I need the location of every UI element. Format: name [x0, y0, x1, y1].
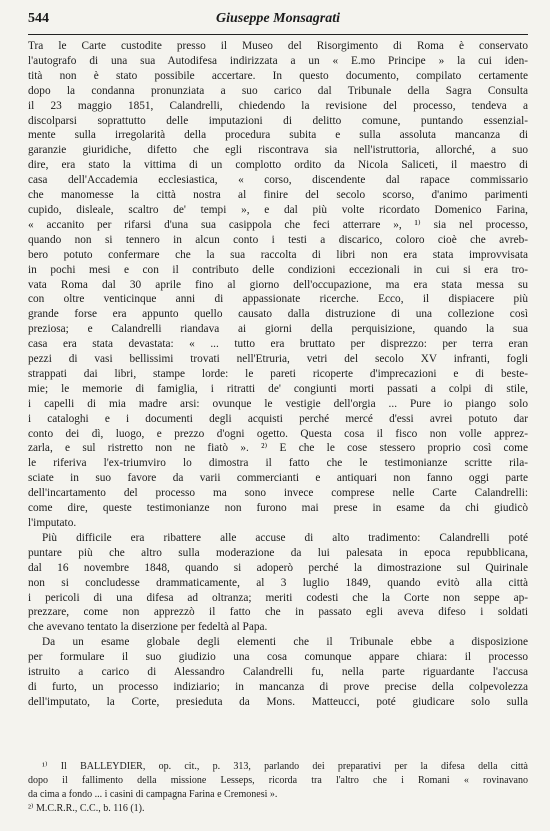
body-line: tità non è stato possibile accertare. In questo documento, compilato certamente — [28, 69, 528, 82]
body-line: dal 16 novembre 1848, quando si adoperò perché la dimostrazione sul Quirinale — [28, 561, 528, 574]
body-line: « accanito per rifarsi d'una sua casippola che feci atterrare », ¹⁾ sia nel processo, — [28, 218, 528, 231]
body-line: il 23 maggio 1851, Calandrelli, chiedendo la revisione del processo, tendeva a — [28, 99, 528, 112]
footnote-line: dopo il fallimento della missione Lesseps, ricorda tra l'altro che i Romani « rovinavano — [28, 775, 528, 786]
body-line: che manomesse la città nostra al finire del secolo scorso, d'animo parimenti — [28, 189, 528, 202]
body-text — [28, 39, 528, 710]
body-line: preziosa; e Calandrelli riandava ai giorni della perquisizione, quando la sua — [28, 323, 528, 336]
body-line: conto dei dì, luogo, e prezzo d'ogni ogetto. Questa cosa il fisco non volle apprez- — [28, 427, 528, 440]
body-line: con oltre venticinque anni di appassionate ricerche. Ecco, il dispiacere più — [28, 293, 528, 306]
body-line: quando non si tennero in alcun conto i testi a discarico, coloro cioè che avreb- — [28, 233, 528, 246]
body-line: cupido, disleale, scaltro de' tempi », e dal più volte ricordato Domenico Farina, — [28, 203, 528, 216]
body-line: prezzare, come non apprezzò il fatto che in passato egli aveva difeso i soldati — [28, 606, 528, 619]
body-line: casa era stata devastata: « ... tutto era bruttato per disprezzo: per terra eran — [28, 338, 528, 351]
body-line: strappati dai libri, stampe lorde: le pareti ricoperte d'imprecazioni e di beste- — [28, 367, 528, 380]
body-line: Da un esame globale degli elementi che il Tribunale ebbe a disposizione — [42, 636, 528, 649]
body-line: casa dell'Accademia ecclesiastica, « corso, discendente dal rapace commissario — [28, 174, 528, 187]
body-line: Tra le Carte custodite presso il Museo del Risorgimento di Roma è conservato — [28, 40, 528, 52]
body-line: sciate in suo favore da varii commercianti e antiquari non fanno oggi parte — [28, 472, 528, 485]
footnote-line: da cima a fondo ... i casini di campagna Farina e Cremonesi ». — [28, 789, 278, 800]
body-line: per formulare il suo giudizio una cosa comunque appare chiara: il processo — [28, 651, 528, 664]
body-line: dire, era stato la vittima di un complotto ordito da Nicola Saliceti, il maestro di — [28, 159, 528, 172]
page-number: 544 — [28, 11, 49, 26]
footnote-line: ²⁾ M.C.R.R., C.C., b. 116 (1). — [28, 803, 145, 814]
body-line: l'imputato. — [28, 517, 77, 529]
body-line: garanzie giuridiche, difetto che egli riscontrava sia nell'istruttoria, allorché, a suo — [28, 144, 528, 157]
body-line: non si concludesse drammaticamente, al 3 luglio 1849, quando evitò alla città — [28, 576, 528, 589]
body-line: mie; le memorie di famiglia, i ritratti de' congiunti morti passati a colpi di stile, — [28, 382, 528, 395]
body-line: Più difficile era ribattere alle accuse di alto tradimento: Calandrelli poté — [42, 531, 528, 544]
body-line: discolparsi soprattutto delle imputazioni di delitto comune, puntando essenzial- — [28, 114, 528, 127]
body-line: vata Roma dal 30 aprile fino al giorno dell'occupazione, ma era stata messa su — [28, 278, 528, 291]
body-line: i capelli di mia madre arsi: ovunque le vestigie dell'orgia ... Pure io piango solo — [28, 397, 528, 410]
body-line: zarla, e sul ristretto non ne fiatò ». ²⁾ E che le cose stessero proprio così come — [28, 442, 528, 455]
body-line: grande forse era appunto quello causato dalla distruzione di una collezione così — [28, 308, 528, 321]
page-header — [28, 8, 528, 35]
body-line: mente sulla irregolarità della procedura subita e sulla assoluta mancanza di — [28, 129, 528, 142]
body-line: bero potuto confermare che la sua raccolta di libri non era stata improvvisata — [28, 248, 528, 261]
body-line: dell'imputato, la Corte, presieduta da Mons. Matteucci, poté giudicare solo sulla — [28, 695, 528, 708]
body-line: in pochi mesi e con il contributo delle condizioni eccezionali in cui si era tro- — [28, 263, 528, 276]
body-line: di furto, un processo indiziario; in mancanza di prove precise della colpevolezza — [28, 680, 528, 693]
body-line: pezzi di vasi bellissimi trovati nell'Etruria, vetri del secolo XV infranti, fogli — [28, 353, 528, 366]
body-line: dopo la condanna pronunziata a suo carico dal Tribunale della Sagra Consulta — [28, 84, 528, 97]
body-line: i cataloghi e i documenti degli acquisti perché mercé d'essi avrei potuto dar — [28, 412, 528, 425]
running-title: Giuseppe Monsagrati — [215, 11, 341, 26]
footnote-line: ¹⁾ Il BALLEYDIER, op. cit., p. 313, parlando dei preparativi per la difesa della città — [42, 761, 528, 772]
body-line: istruito a carico di Alessandro Calandrelli fu, nella parte riguardante l'accusa — [28, 666, 528, 679]
body-line: l'autografo di una sua Autodifesa indirizzata a un « E.mo Principe » la cui iden- — [28, 54, 528, 67]
footnotes — [28, 760, 528, 816]
body-line: i pericoli di una difesa ad oltranza; meriti codesti che la Corte non seppe ap- — [28, 591, 528, 604]
body-line: come dire, queste testimonianze non furono mai prese in esame da chi giudicò — [28, 502, 528, 515]
body-line: le riferiva l'ex-triumviro lo dimostra il fatto che le testimonianze scritte rila- — [28, 457, 528, 470]
body-line: puntare più che altro sulla moderazione da lui palesata in epoca repubblicana, — [28, 546, 528, 559]
body-line: che avevano tentato la diserzione per fedeltà al Papa. — [28, 621, 268, 634]
body-line: dell'incartamento del processo ma sono invece comprese nelle Carte Calandrelli: — [28, 487, 528, 500]
